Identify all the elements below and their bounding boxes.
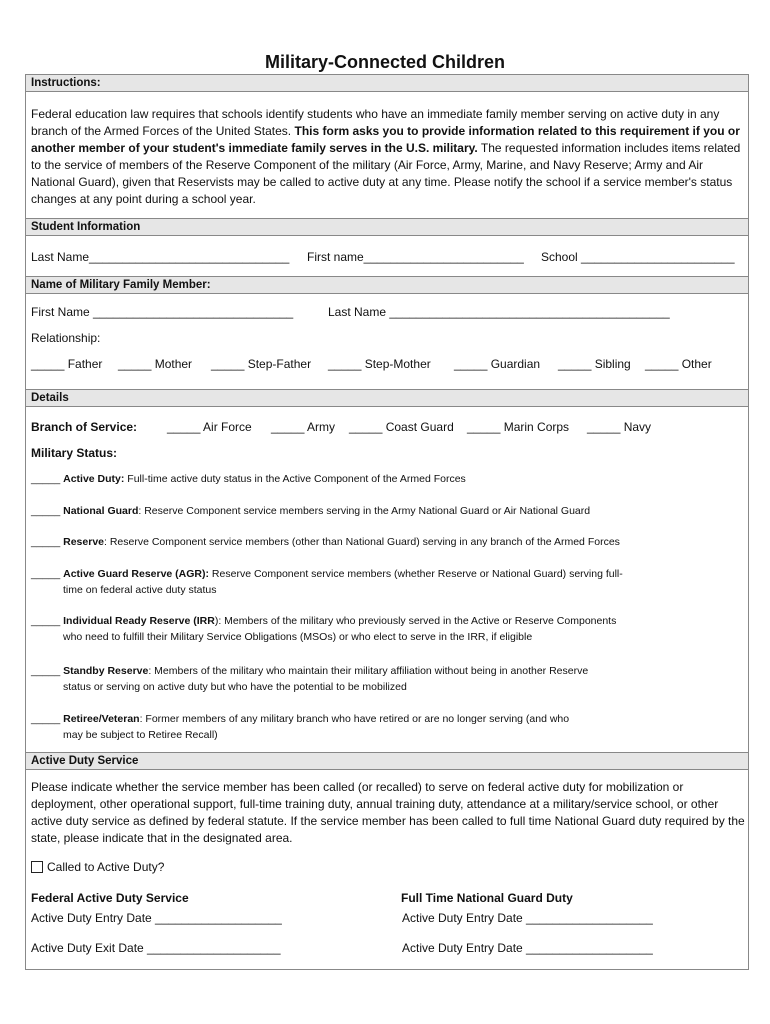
- instructions-text-a: Federal education law requires that schools identify students who have an immediate family member serving on active duty in any branch of the Armed Forces of the United States.: [31, 107, 720, 138]
- status-national-guard[interactable]: [31, 503, 731, 519]
- active-duty-text: Please indicate whether the service member has been called (or recalled) to serve on federal active duty for mobilization or deployment, other operational support, full-time training duty, annual training duty, attendance at a military/service school, or other active duty service as defined by federal statute. If the service member has been called to full time National Guard duty required by the state, please indicate that in the designated area.: [31, 780, 745, 845]
- status-term: Retiree/Veteran: [63, 713, 140, 725]
- status-retiree-veteran[interactable]: [31, 711, 731, 743]
- status-standby-reserve[interactable]: [31, 663, 731, 695]
- status-reserve[interactable]: [31, 534, 731, 550]
- relationship-mother[interactable]: _____ Mother: [118, 357, 193, 371]
- form-container: [25, 74, 749, 970]
- family-member-header: Name of Military Family Member:: [26, 276, 748, 294]
- status-active-duty[interactable]: [31, 471, 731, 487]
- status-term: Reserve: [63, 536, 104, 548]
- student-info-header: Student Information: [26, 218, 748, 236]
- form-title: Military-Connected Children: [264, 52, 506, 72]
- status-blank: _____: [31, 713, 61, 725]
- federal-exit-date-field[interactable]: Active Duty Exit Date ____________________: [31, 941, 281, 955]
- active-duty-header: Active Duty Service: [26, 752, 748, 770]
- status-desc: : Former members of any military branch who have retired or are no longer serving (and who: [139, 713, 570, 725]
- called-to-active-duty-checkbox[interactable]: [31, 861, 43, 873]
- status-desc: : Members of the military who maintain their military affiliation without being in another Reserve: [148, 665, 589, 677]
- relationship-father[interactable]: _____ Father: [31, 357, 103, 371]
- status-irr[interactable]: [31, 613, 731, 645]
- federal-entry-date-field[interactable]: Active Duty Entry Date ___________________: [31, 911, 282, 925]
- status-blank: _____: [31, 473, 61, 485]
- status-desc-cont: may be subject to Retiree Recall): [63, 729, 218, 741]
- status-blank: _____: [31, 536, 61, 548]
- status-desc: Reserve Component service members (whether Reserve or National Guard) serving full-: [209, 568, 623, 580]
- branch-coast-guard[interactable]: _____ Coast Guard: [349, 420, 454, 434]
- status-desc: : Reserve Component service members serving in the Army National Guard or Air National Guard: [138, 505, 591, 517]
- called-to-active-duty-label: Called to Active Duty?: [47, 860, 165, 874]
- relationship-step-mother[interactable]: _____ Step-Mother: [328, 357, 431, 371]
- status-term: Individual Ready Reserve (IRR: [63, 615, 215, 627]
- status-term: Active Duty:: [63, 473, 125, 485]
- status-blank: _____: [31, 665, 61, 677]
- branch-army[interactable]: _____ Army: [271, 420, 336, 434]
- instructions-header: Instructions:: [26, 74, 748, 92]
- student-first-name-field[interactable]: First name________________________: [307, 250, 524, 264]
- instructions-text-b: The requested information includes items related to the service of members of the Reserve Component of the military (Air Force, Army, Marine, and Navy Reserve; Army and Air National Guard), given that Reservists may be called to active duty at any time. Please notify the school if a service member's status changes at any point during a school year.: [31, 141, 741, 206]
- details-header: Details: [26, 389, 748, 407]
- called-to-active-duty-row[interactable]: [31, 859, 745, 875]
- relationship-label: Relationship:: [31, 331, 101, 345]
- military-status-label: Military Status:: [31, 446, 118, 460]
- student-school-field[interactable]: School _______________________: [541, 250, 735, 264]
- status-blank: _____: [31, 568, 61, 580]
- guard-duty-header: Full Time National Guard Duty: [401, 891, 573, 905]
- family-last-name-field[interactable]: Last Name __________________________________________: [328, 305, 670, 319]
- status-desc: ): Members of the military who previously served in the Active or Reserve Components: [214, 615, 617, 627]
- relationship-sibling[interactable]: _____ Sibling: [558, 357, 631, 371]
- status-term: Standby Reserve: [63, 665, 149, 677]
- relationship-other[interactable]: _____ Other: [645, 357, 712, 371]
- branch-marin-corps[interactable]: _____ Marin Corps: [467, 420, 570, 434]
- status-agr[interactable]: [31, 566, 731, 598]
- federal-active-duty-header: Federal Active Duty Service: [31, 891, 189, 905]
- guard-entry-date-field[interactable]: Active Duty Entry Date ___________________: [402, 911, 653, 925]
- status-desc-cont: time on federal active duty status: [63, 584, 217, 596]
- instructions-text: [31, 106, 745, 208]
- status-blank: _____: [31, 505, 61, 517]
- branch-air-force[interactable]: _____ Air Force: [167, 420, 252, 434]
- status-term: Active Guard Reserve (AGR):: [63, 568, 210, 580]
- status-desc-cont: who need to fulfill their Military Service Obligations (MSOs) or who elect to serve in the IRR, if eligible: [63, 631, 533, 643]
- family-first-name-field[interactable]: First Name ______________________________: [31, 305, 294, 319]
- status-desc-cont: status or serving on active duty but who have the potential to be mobilized: [63, 681, 407, 693]
- student-last-name-field[interactable]: Last Name______________________________: [31, 250, 290, 264]
- branch-label: Branch of Service:: [31, 420, 138, 434]
- status-desc: Full-time active duty status in the Active Component of the Armed Forces: [124, 473, 466, 485]
- branch-navy[interactable]: _____ Navy: [587, 420, 652, 434]
- status-blank: _____: [31, 615, 61, 627]
- relationship-step-father[interactable]: _____ Step-Father: [211, 357, 312, 371]
- status-desc: : Reserve Component service members (other than National Guard) serving in any branch of the Armed Forces: [104, 536, 620, 548]
- status-term: National Guard: [63, 505, 139, 517]
- instructions-text-bold: This form asks you to provide information related to this requirement if you or another member of your student's immediate family serves in the U.S. military.: [31, 124, 740, 155]
- relationship-guardian[interactable]: _____ Guardian: [454, 357, 541, 371]
- guard-entry-date-field-2[interactable]: Active Duty Entry Date ___________________: [402, 941, 653, 955]
